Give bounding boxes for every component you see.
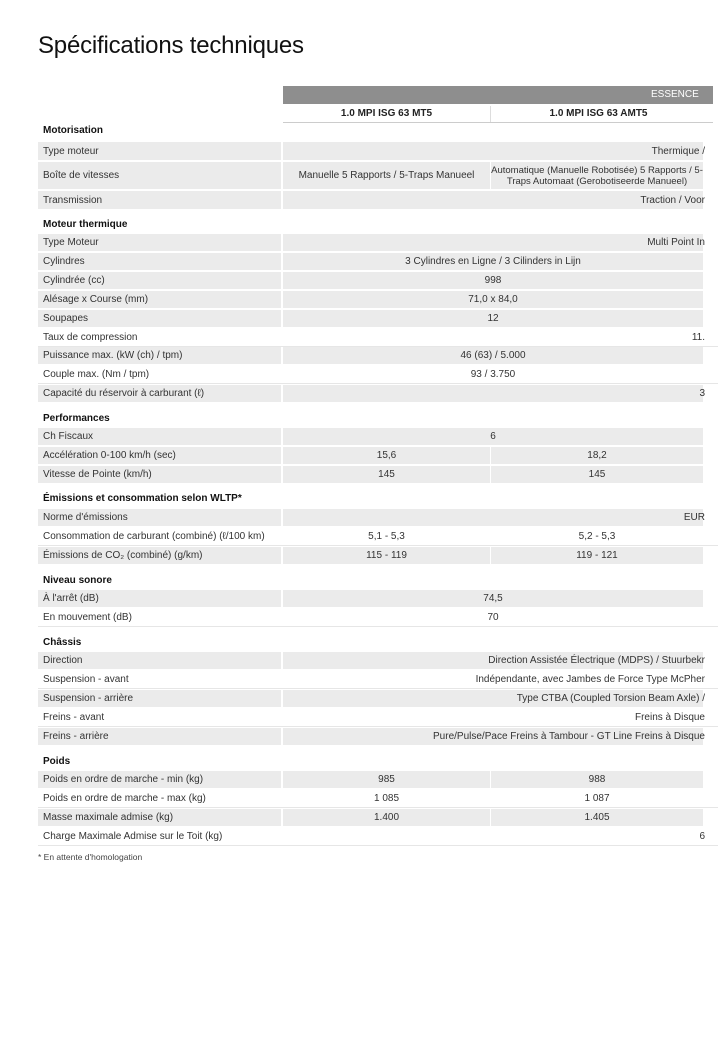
row-value-1: 985 xyxy=(283,771,490,788)
page-title: Spécifications techniques xyxy=(38,32,304,59)
row-mouvement xyxy=(38,609,718,627)
row-value-text: Pure/Pulse/Pace Freins à Tambour - GT Line Freins à Disque xyxy=(433,731,705,742)
row-puissance xyxy=(38,347,718,364)
fuel-header xyxy=(283,86,713,104)
row-label: À l'arrêt (dB) xyxy=(38,590,281,607)
row-value-text: Indépendante, avec Jambes de Force Type McPher xyxy=(475,674,705,685)
row-value xyxy=(283,709,703,726)
row-value xyxy=(283,828,703,845)
row-label: Suspension - avant xyxy=(38,671,281,688)
row-value: 12 xyxy=(283,310,703,327)
row-label: Accélération 0-100 km/h (sec) xyxy=(38,447,281,464)
row-consommation xyxy=(38,528,718,546)
row-alesage xyxy=(38,291,718,308)
row-value-text: Traction / Voor xyxy=(640,194,705,206)
row-value: 93 / 3.750 xyxy=(283,366,703,383)
row-value-2: 18,2 xyxy=(491,447,703,464)
row-cylindree xyxy=(38,272,718,289)
row-value: 74,5 xyxy=(283,590,703,607)
row-value-text: EUR xyxy=(683,512,705,523)
row-poids-max xyxy=(38,790,718,808)
row-acceleration xyxy=(38,447,718,464)
row-value-1: 1 085 xyxy=(283,790,490,807)
row-label: Type moteur xyxy=(38,142,281,160)
row-value: 46 (63) / 5.000 xyxy=(283,347,703,364)
row-value-text: 3 xyxy=(699,388,705,399)
footnote: * En attente d'homologation xyxy=(38,852,143,862)
row-value xyxy=(283,671,703,688)
row-value xyxy=(283,728,703,745)
column-header-1: 1.0 MPI ISG 63 MT5 xyxy=(283,106,491,122)
row-couple xyxy=(38,366,718,384)
fuel-header-label: ESSENCE xyxy=(651,89,699,100)
row-label: Poids en ordre de marche - max (kg) xyxy=(38,790,281,807)
row-charge-toit xyxy=(38,828,718,846)
row-co2 xyxy=(38,547,718,564)
row-value-1: 1.400 xyxy=(283,809,490,826)
row-value-text: Freins à Disque xyxy=(634,712,705,723)
row-label: Consommation de carburant (combiné) (ℓ/100 km) xyxy=(38,528,281,545)
row-value-2: 988 xyxy=(491,771,703,788)
row-label: Freins - arrière xyxy=(38,728,281,745)
column-header-line xyxy=(283,122,713,123)
row-label: Puissance max. (kW (ch) / tpm) xyxy=(38,347,281,364)
row-label: Cylindres xyxy=(38,253,281,270)
row-value-text: Type CTBA (Coupled Torsion Beam Axle) / xyxy=(516,693,705,704)
row-label: Suspension - arrière xyxy=(38,690,281,707)
row-label: Ch Fiscaux xyxy=(38,428,281,445)
row-type-moteur xyxy=(38,142,718,160)
row-value-2: 5,2 - 5,3 xyxy=(491,528,703,545)
row-value xyxy=(283,234,703,251)
row-norme xyxy=(38,509,718,526)
row-ch-fiscaux xyxy=(38,428,718,445)
section-motorisation: Motorisation xyxy=(43,125,103,136)
row-value: 998 xyxy=(283,272,703,289)
row-suspension-arriere xyxy=(38,690,718,707)
row-value-1: 15,6 xyxy=(283,447,490,464)
row-label: Direction xyxy=(38,652,281,669)
row-value: 70 xyxy=(283,609,703,626)
row-value-text: 11. xyxy=(691,332,705,343)
row-value-text: Direction Assistée Électrique (MDPS) / Stuurbekr xyxy=(488,655,705,666)
row-reservoir xyxy=(38,385,718,402)
row-value: 6 xyxy=(283,428,703,445)
row-value: 3 Cylindres en Ligne / 3 Cilinders in Lijn xyxy=(283,253,703,270)
section-poids: Poids xyxy=(43,756,71,767)
row-value-1: 5,1 - 5,3 xyxy=(283,528,490,545)
row-value-text: Thermique / xyxy=(651,145,705,157)
row-soupapes xyxy=(38,310,718,327)
row-value xyxy=(283,652,703,669)
row-label: Couple max. (Nm / tpm) xyxy=(38,366,281,383)
row-label: Type Moteur xyxy=(38,234,281,251)
row-label: Freins - avant xyxy=(38,709,281,726)
row-value-1: Manuelle 5 Rapports / 5-Traps Manueel xyxy=(283,162,490,189)
row-label: En mouvement (dB) xyxy=(38,609,281,626)
row-value-1: 145 xyxy=(283,466,490,483)
row-value-2: 145 xyxy=(491,466,703,483)
row-arret xyxy=(38,590,718,607)
row-label: Masse maximale admise (kg) xyxy=(38,809,281,826)
row-compression xyxy=(38,329,718,347)
row-boite xyxy=(38,162,718,189)
row-value: 71,0 x 84,0 xyxy=(283,291,703,308)
row-value-1: 115 - 119 xyxy=(283,547,490,564)
row-value xyxy=(283,142,703,160)
row-label: Poids en ordre de marche - min (kg) xyxy=(38,771,281,788)
row-value xyxy=(283,690,703,707)
row-freins-arriere xyxy=(38,728,718,745)
row-label: Émissions de CO₂ (combiné) (g/km) xyxy=(38,547,281,564)
row-label: Taux de compression xyxy=(38,329,281,346)
row-label: Transmission xyxy=(38,191,281,209)
row-label: Vitesse de Pointe (km/h) xyxy=(38,466,281,483)
section-performances: Performances xyxy=(43,413,110,424)
row-label: Charge Maximale Admise sur le Toit (kg) xyxy=(38,828,281,845)
row-freins-avant xyxy=(38,709,718,727)
row-label: Alésage x Course (mm) xyxy=(38,291,281,308)
row-poids-min xyxy=(38,771,718,788)
row-value-text: Multi Point In xyxy=(647,237,705,248)
row-transmission xyxy=(38,191,718,209)
row-value-2: 119 - 121 xyxy=(491,547,703,564)
row-value xyxy=(283,191,703,209)
row-label: Boîte de vitesses xyxy=(38,162,281,189)
row-cylindres xyxy=(38,253,718,270)
row-masse-max xyxy=(38,809,718,826)
section-chassis: Châssis xyxy=(43,637,82,648)
row-vitesse xyxy=(38,466,718,483)
row-value-2: 1.405 xyxy=(491,809,703,826)
section-moteur-thermique: Moteur thermique xyxy=(43,219,128,230)
row-label: Cylindrée (cc) xyxy=(38,272,281,289)
row-value-2: 1 087 xyxy=(491,790,703,807)
row-value-text: 6 xyxy=(699,831,705,842)
row-suspension-avant xyxy=(38,671,718,689)
section-niveau-sonore: Niveau sonore xyxy=(43,575,112,586)
row-type-moteur-2 xyxy=(38,234,718,251)
row-label: Norme d'émissions xyxy=(38,509,281,526)
row-direction xyxy=(38,652,718,669)
row-value xyxy=(283,329,703,346)
row-label: Soupapes xyxy=(38,310,281,327)
row-value xyxy=(283,509,703,526)
row-value-2: Automatique (Manuelle Robotisée) 5 Rapports / 5-Traps Automaat (Gerobotiseerde Manueel) xyxy=(491,162,703,189)
section-emissions: Émissions et consommation selon WLTP* xyxy=(43,493,242,504)
row-value xyxy=(283,385,703,402)
row-label: Capacité du réservoir à carburant (ℓ) xyxy=(38,385,281,402)
column-header-2: 1.0 MPI ISG 63 AMT5 xyxy=(549,108,648,119)
